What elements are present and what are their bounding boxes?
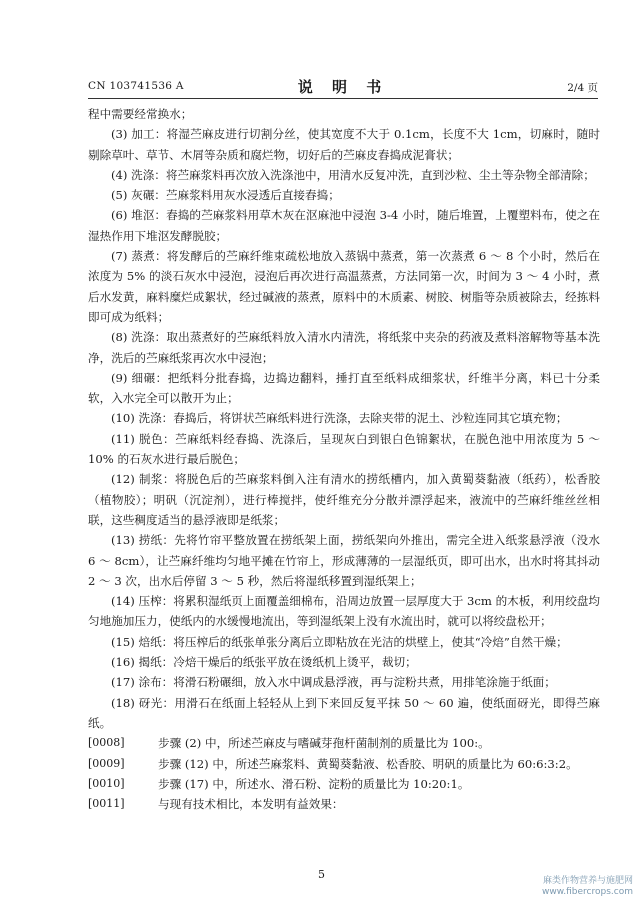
paragraph-0010	[88, 774, 600, 794]
step-15: (15) 焙纸：将压榨后的纸张单张分离后立即粘放在光洁的烘壁上，使其“冷焙”自然干燥；	[111, 634, 568, 649]
paragraph-0011	[88, 794, 600, 814]
step-11: (11) 脱色：苎麻纸料经舂捣、洗涤后，呈现灰白到银白色锦絮状，在脱色池中用浓度为 5 ～ 10% 的石灰水进行最后脱色；	[88, 431, 600, 467]
step-14: (14) 压榨：将累积湿纸页上面覆盖细棉布，沿周边放置一层厚度大于 3cm 的木板，利用绞盘均匀地施加压力，使纸内的水缓慢地流出，等到湿纸架上没有水流出时，就可以将绞盘松开；	[88, 594, 600, 629]
paragraph-code: [0009]	[88, 756, 125, 770]
page-header	[88, 76, 598, 98]
document-title: 说 明 书	[297, 78, 389, 96]
continuation-line: 程中需要经常换水；	[88, 107, 193, 121]
header-rule	[88, 98, 598, 99]
step-10: (10) 洗涤：舂捣后，将饼状苎麻纸料进行洗涤，去除夹带的泥土、沙粒连同其它填充物；	[111, 411, 568, 426]
paragraph-0008	[88, 733, 600, 753]
step-7: (7) 蒸煮：将发酵后的苎麻纤维束疏松地放入蒸锅中蒸煮，第一次蒸煮 6 ～ 8 个小时，然后在浓度为 5% 的淡石灰水中浸泡，浸泡后再次进行高温蒸煮，方法同第一次，时间为 3 ～ 4 小时，煮后水发黄，麻料糜烂成絮状，经过碱液的蒸煮，原料中的木质素、树胶、树脂等杂质被除去，经拣料即可成为纸料；	[88, 249, 600, 324]
paragraph-0009	[88, 754, 600, 774]
step-9: (9) 细碾：把纸料分批舂捣，边捣边翻料，捶打直至纸料成细浆状，纤维半分离，料已十分柔软，入水完全可以散开为止；	[88, 370, 600, 406]
watermark-line-2: www.fibercrops.com	[542, 887, 633, 897]
watermark-line-1: 麻类作物营养与施肥网	[542, 876, 633, 886]
paragraph-text: 与现有技术相比，本发明有益效果：	[158, 797, 344, 812]
paragraph-text: 步骤 (2) 中，所述苎麻皮与嗜碱芽孢杆菌制剂的质量比为 100:。	[158, 736, 490, 751]
paragraph-code: [0011]	[88, 797, 125, 811]
step-18: (18) 砑光：用滑石在纸面上轻轻从上到下来回反复平抹 50 ～ 60 遍，使纸面砑光，即得苎麻纸。	[88, 695, 600, 730]
step-13: (13) 捞纸：先将竹帘平整放置在捞纸架上面，捞纸架向外推出，需完全进入纸浆悬浮液（没水 6 ～ 8cm），让苎麻纤维均匀地平摊在竹帘上，形成薄薄的一层湿纸页，即可出水，出水时将其抖动 2 ～ 3 次，出水后停留 3 ～ 5 秒，然后将湿纸移置到湿纸架上；	[88, 533, 600, 588]
paragraph-code: [0010]	[88, 776, 125, 790]
site-watermark	[542, 876, 633, 898]
step-12: (12) 制浆：将脱色后的苎麻浆料倒入注有清水的捞纸槽内，加入黄蜀葵黏液（纸药），松香胶（植物胶）；明矾（沉淀剂），进行棒搅拌，使纤维充分分散并漂浮起来，液流中的苎麻纤维丝丝相联，这些稠度适当的悬浮液即是纸浆；	[88, 472, 600, 527]
step-8: (8) 洗涤：取出蒸煮好的苎麻纸料放入清水内清洗，将纸浆中夹杂的药液及煮料溶解物等基本洗净，洗后的苎麻纸浆再次水中浸泡；	[88, 330, 600, 365]
step-16: (16) 揭纸：冷焙干燥后的纸张平放在烫纸机上烫平，裁切；	[111, 655, 417, 670]
page-indicator: 2/4 页	[567, 82, 598, 94]
document-body	[88, 104, 600, 814]
page-number: 5	[318, 868, 325, 881]
step-6: (6) 堆沤：舂捣的苎麻浆料用草木灰在沤麻池中浸泡 3-4 小时，随后堆置，上覆塑料布，使之在湿热作用下堆沤发酵脱胶；	[88, 208, 600, 243]
paragraph-text: 步骤 (12) 中，所述苎麻浆料、黄蜀葵黏液、松香胶、明矾的质量比为 60:6:3:2。	[158, 756, 578, 771]
step-17: (17) 涂布：将滑石粉碾细，放入水中调成悬浮液，再与淀粉共煮，用排笔涂施于纸面；	[111, 675, 556, 690]
paragraph-text: 步骤 (17) 中，所述水、滑石粉、淀粉的质量比为 10:20:1。	[158, 776, 470, 791]
step-4: (4) 洗涤：将苎麻浆料再次放入洗涤池中，用清水反复冲洗，直到沙粒、尘土等杂物全部清除；	[111, 167, 595, 182]
step-5: (5) 灰碾：苎麻浆料用灰水浸透后直接舂捣；	[111, 188, 340, 203]
step-3: (3) 加工：将湿苎麻皮进行切割分丝，使其宽度不大于 0.1cm，长度不大 1cm，切麻时，随时剔除草叶、草节、木屑等杂质和腐烂物，切好后的苎麻皮舂捣成泥膏状；	[88, 127, 600, 162]
paragraph-code: [0008]	[88, 736, 125, 750]
patent-number: CN 103741536 A	[88, 80, 184, 92]
